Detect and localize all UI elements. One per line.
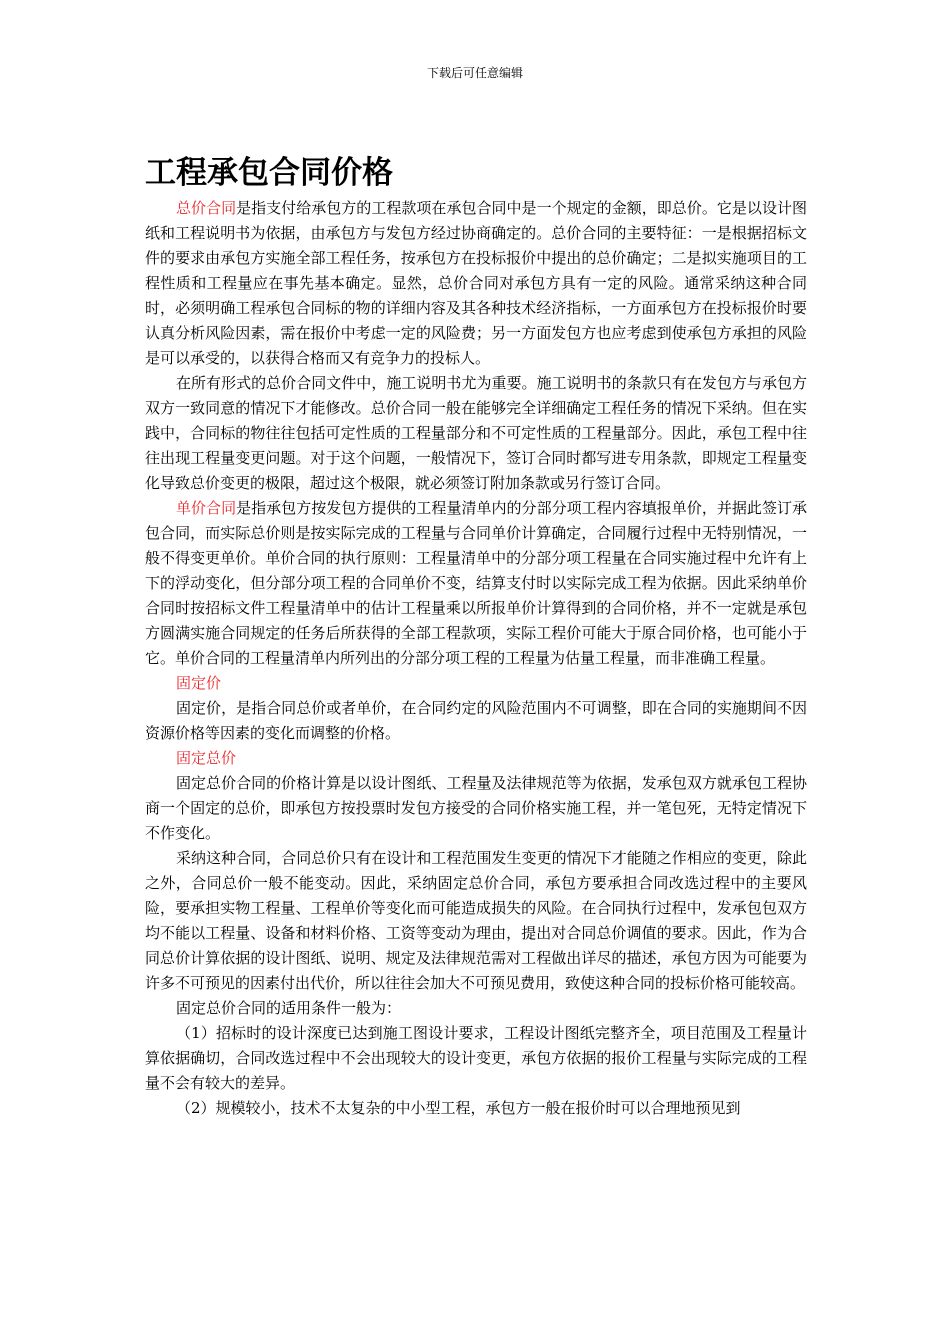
paragraph-fixed-total-price: 固定总价合同的价格计算是以设计图纸、工程量及法律规范等为依据，发承包双方就承包工程协商一个固定的总价，即承包方按投票时发包方接受的合同价格实施工程，并一笔包死，无特定情况下不作变化。 bbox=[145, 774, 807, 842]
term-unit-price-contract: 单价合同 bbox=[176, 499, 237, 517]
list-item: （2）规模较小，技术不太复杂的中小型工程，承包方一般在报价时可以合理地预见到 bbox=[176, 1099, 741, 1117]
heading-fixed-price: 固定价 bbox=[176, 674, 222, 692]
paragraph-conditions-intro: 固定总价合同的适用条件一般为： bbox=[176, 999, 402, 1017]
paragraph-lump-sum-contract bbox=[145, 196, 807, 371]
paragraph-risk: 采纳这种合同，合同总价只有在设计和工程范围发生变更的情况下才能随之作相应的变更，除此之外，合同总价一般不能变动。因此，采纳固定总价合同，承包方要承担合同改选过程中的主要风险，要承担实物工程量、工程单价等变化而可能造成损失的风险。在合同执行过程中，发承包包双方均不能以工程量、设备和材料价格、工资等变动为理由，提出对合同总价调值的要求。因此，作为合同总价计算依据的设计图纸、说明、规定及法律规范需对工程做出详尽的描述，承包方因为可能要为许多不可预见的因素付出代价，所以往往会加大不可预见费用，致使这种合同的投标价格可能较高。 bbox=[145, 849, 807, 992]
paragraph-text: 是指支付给承包方的工程款项在承包合同中是一个规定的金额，即总价。它是以设计图纸和工程说明书为依据，由承包方与发包方经过协商确定的。总价合同的主要特征：一是根据招标文件的要求由承包方实施全部工程任务，按承包方在投标报价中提出的总价确定；二是拟实施项目的工程性质和工程量应在事先基本确定。显然，总价合同对承包方具有一定的风险。通常采纳这种合同时，必须明确工程承包合同标的物的详细内容及其各种技术经济指标，一方面承包方在投标报价时要认真分析风险因素，需在报价中考虑一定的风险费；另一方面发包方也应考虑到使承包方承担的风险是可以承受的，以获得合格而又有竞争力的投标人。 bbox=[145, 199, 807, 367]
page-title: 工程承包合同价格 bbox=[145, 155, 393, 191]
heading-fixed-total-price: 固定总价 bbox=[176, 749, 237, 767]
list-item: （1）招标时的设计深度已达到施工图设计要求，工程设计图纸完整齐全，项目范围及工程量计算依据确切，合同改选过程中不会出现较大的设计变更，承包方依据的报价工程量与实际完成的工程量不会有较大的差异。 bbox=[145, 1024, 807, 1092]
document-body bbox=[145, 150, 807, 1121]
paragraph-fixed-price: 固定价，是指合同总价或者单价，在合同约定的风险范围内不可调整，即在合同的实施期间不因资源价格等因素的变化而调整的价格。 bbox=[145, 699, 807, 742]
paragraph-unit-price-contract bbox=[145, 496, 807, 671]
paragraph-text: 是指承包方按发包方提供的工程量清单内的分部分项工程内容填报单价，并据此签订承包合同，而实际总价则是按实际完成的工程量与合同单价计算确定，合同履行过程中无特别情况，一般不得变更单价。单价合同的执行原则：工程量清单中的分部分项工程量在合同实施过程中允许有上下的浮动变化，但分部分项工程的合同单价不变，结算支付时以实际完成工程为依据。因此采纳单价合同时按招标文件工程量清单中的估计工程量乘以所报单价计算得到的合同价格，并不一定就是承包方圆满实施合同规定的任务后所获得的全部工程款项，实际工程价可能大于原合同价格，也可能小于它。单价合同的工程量清单内所列出的分部分项工程的工程量为估量工程量，而非准确工程量。 bbox=[145, 499, 807, 667]
paragraph-specification: 在所有形式的总价合同文件中，施工说明书尤为重要。施工说明书的条款只有在发包方与承包方双方一致同意的情况下才能修改。总价合同一般在能够完全详细确定工程任务的情况下采纳。但在实践中，合同标的物往往包括可定性质的工程量部分和不可定性质的工程量部分。因此，承包工程中往往出现工程量变更问题。对于这个问题，一般情况下，签订合同时都写进专用条款，即规定工程量变化导致总价变更的极限，超过这个极限，就必须签订附加条款或另行签订合同。 bbox=[145, 374, 807, 492]
header-note: 下载后可任意编辑 bbox=[426, 66, 523, 80]
term-lump-sum-contract: 总价合同 bbox=[176, 199, 237, 217]
